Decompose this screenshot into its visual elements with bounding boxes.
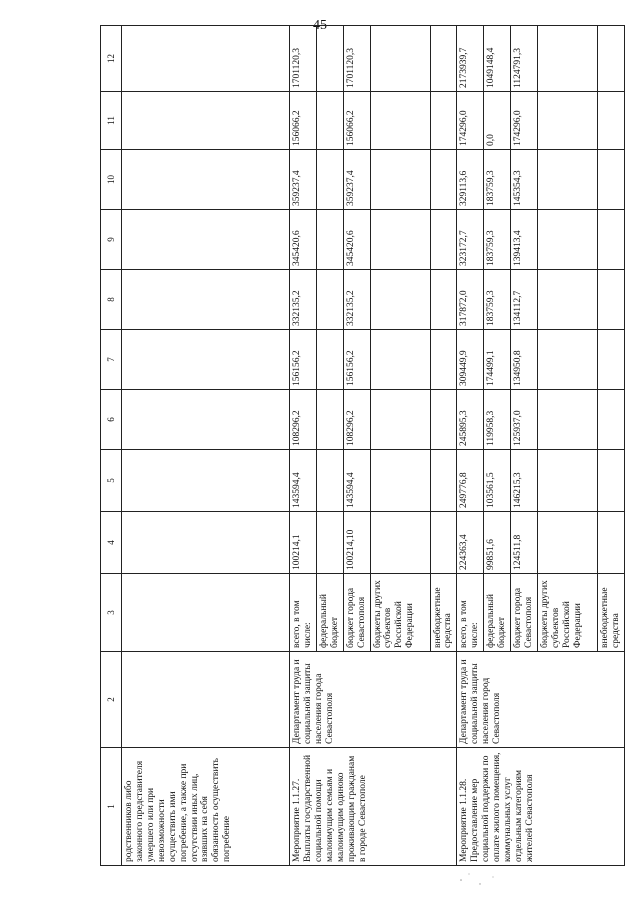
table-cell: 124511,8 bbox=[511, 512, 538, 574]
table-cell: 249776,8 bbox=[457, 450, 484, 512]
table-cell: 245895,3 bbox=[457, 390, 484, 450]
table-cell: 183759,3 bbox=[484, 270, 511, 330]
table-cell: 2173939,7 bbox=[457, 26, 484, 92]
col-header: 3 bbox=[101, 574, 122, 652]
scan-noise-marks bbox=[455, 868, 505, 892]
funding-source: бюджеты других субъектов Российской Федерации bbox=[537, 574, 597, 652]
table-cell: 329113,6 bbox=[457, 150, 484, 210]
table-cell: 134112,7 bbox=[511, 270, 538, 330]
landscape-table-wrapper bbox=[100, 46, 621, 866]
financing-table bbox=[100, 25, 625, 866]
table-cell: 125937,0 bbox=[511, 390, 538, 450]
table-cell: 1124791,3 bbox=[511, 26, 538, 92]
table-row bbox=[457, 26, 484, 866]
table-cell: 359237,4 bbox=[343, 150, 370, 210]
table-cell: 156066,2 bbox=[290, 92, 317, 150]
table-cell: 332135,2 bbox=[290, 270, 317, 330]
measure-executor: Департамент труда и социальной защиты населения города Севастополя bbox=[290, 652, 457, 748]
table-cell: 332135,2 bbox=[343, 270, 370, 330]
col-header: 6 bbox=[101, 390, 122, 450]
col-header: 4 bbox=[101, 512, 122, 574]
funding-source: федеральный бюджет bbox=[484, 574, 511, 652]
measure-executor: Департамент труда и социальной защиты населения город Севастополя bbox=[457, 652, 624, 748]
funding-source: бюджет города Севастополя bbox=[343, 574, 370, 652]
table-cell: 323172,7 bbox=[457, 210, 484, 270]
col-header: 1 bbox=[101, 748, 122, 866]
table-cell: 139413,4 bbox=[511, 210, 538, 270]
col-header: 5 bbox=[101, 450, 122, 512]
table-cell: 119958,3 bbox=[484, 390, 511, 450]
funding-source: всего, в том числе: bbox=[457, 574, 484, 652]
table-cell: 183759,3 bbox=[484, 150, 511, 210]
table-cell: 108296,2 bbox=[343, 390, 370, 450]
table-row bbox=[290, 26, 317, 866]
continuation-text: родственников либо законного представителя умершего или при невозможности осуществить ими погребение, а также при отсутствии иных лиц, взявших на себя обязанность осуществить погребение bbox=[122, 748, 290, 866]
table-cell: 108296,2 bbox=[290, 390, 317, 450]
table-cell: 156156,2 bbox=[290, 330, 317, 390]
table-cell: 224363,4 bbox=[457, 512, 484, 574]
table-cell: 174296,0 bbox=[511, 92, 538, 150]
funding-source: внебюджетные средства bbox=[430, 574, 457, 652]
table-cell: 0,0 bbox=[484, 92, 511, 150]
funding-source: федеральный бюджет bbox=[316, 574, 343, 652]
col-header: 2 bbox=[101, 652, 122, 748]
table-cell: 143594,4 bbox=[290, 450, 317, 512]
table-cell: 183759,3 bbox=[484, 210, 511, 270]
funding-source: всего, в том числе: bbox=[290, 574, 317, 652]
table-cell: 156066,2 bbox=[343, 92, 370, 150]
table-cell: 156156,2 bbox=[343, 330, 370, 390]
col-header: 11 bbox=[101, 92, 122, 150]
table-cell: 1701120,3 bbox=[343, 26, 370, 92]
rotated-table-container bbox=[100, 46, 621, 866]
table-cell: 1049148,4 bbox=[484, 26, 511, 92]
table-cell: 359237,4 bbox=[290, 150, 317, 210]
table-cell: 100214,1 bbox=[290, 512, 317, 574]
table-cell: 103561,5 bbox=[484, 450, 511, 512]
col-header: 8 bbox=[101, 270, 122, 330]
col-header: 12 bbox=[101, 26, 122, 92]
table-row bbox=[122, 26, 290, 866]
col-header: 10 bbox=[101, 150, 122, 210]
table-cell: 345420,6 bbox=[343, 210, 370, 270]
funding-source: внебюджетные средства bbox=[597, 574, 624, 652]
table-cell: 174296,0 bbox=[457, 92, 484, 150]
table-cell: 99851,6 bbox=[484, 512, 511, 574]
table-cell: 146215,3 bbox=[511, 450, 538, 512]
page-number: 45 bbox=[313, 18, 327, 33]
col-header: 7 bbox=[101, 330, 122, 390]
table-cell: 145354,3 bbox=[511, 150, 538, 210]
measure-name: Мероприятие 1.1.28. Предоставление мер социальной поддержки по оплате жилого помещения, коммунальных услуг отдельным категориям жителей Севастополя bbox=[457, 748, 624, 866]
table-cell: 143594,4 bbox=[343, 450, 370, 512]
funding-source: бюджеты других субъектов Российской Федерации bbox=[370, 574, 430, 652]
measure-name: Мероприятие 1.1.27. Выплаты государственной социальной помощи малоимущим семьям и малоимущим одиноко проживающим гражданам в городе Севастополе bbox=[290, 748, 457, 866]
table-cell: 134950,8 bbox=[511, 330, 538, 390]
table-cell: 309449,9 bbox=[457, 330, 484, 390]
table-cell: 345420,6 bbox=[290, 210, 317, 270]
table-cell: 174499,1 bbox=[484, 330, 511, 390]
table-cell: 317872,0 bbox=[457, 270, 484, 330]
header-row bbox=[101, 26, 122, 866]
table-cell: 100214,10 bbox=[343, 512, 370, 574]
table-cell: 1701120,3 bbox=[290, 26, 317, 92]
col-header: 9 bbox=[101, 210, 122, 270]
funding-source: бюджет города Севастополя bbox=[511, 574, 538, 652]
